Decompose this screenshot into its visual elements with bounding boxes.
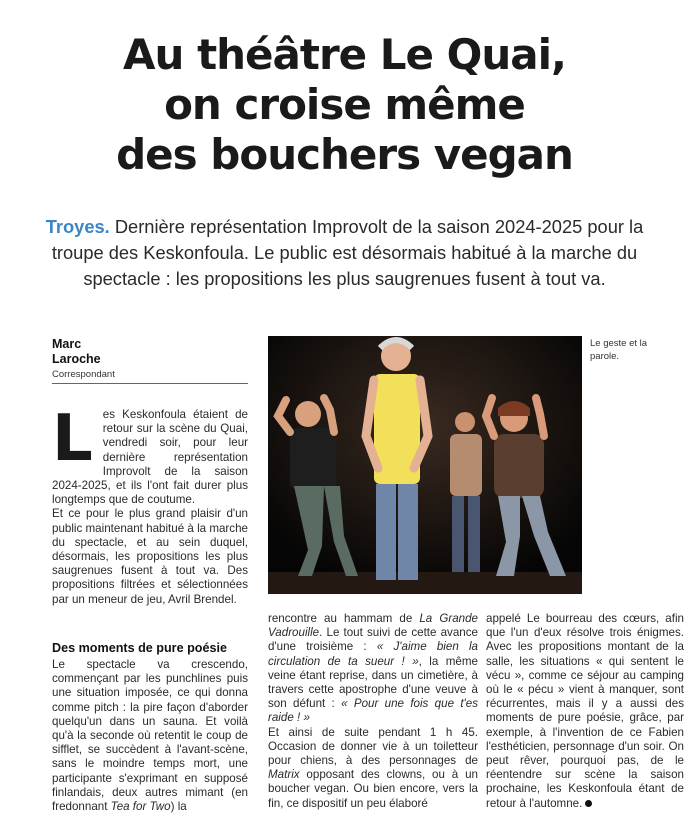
- article-paragraph-2: Et ce pour le plus grand plaisir d'un public maintenant habitué à la marche du spectacle, et au sein duquel, désormais, les propositions les plus saugrenues fusent à tout va. Des propositions filtrées et sélectionnées par un meneur de jeu, Avril Brendel.: [52, 507, 248, 606]
- lead-text: Dernière représentation Improvolt de la saison 2024-2025 pour la troupe des Keskonfoula. Le public est désormais habitué à la marche du spectacle : les propositions les plus saugrenues fusent à tout va.: [51, 216, 644, 289]
- col2-p2-text-b: opposant des clowns, ou à un boucher vegan. Ou bien encore, vers la fin, ce dispositif un peu élaboré: [268, 768, 478, 810]
- p3-text-end: ) la: [170, 800, 187, 814]
- article-column-3: [486, 612, 684, 811]
- drop-cap: L: [52, 402, 93, 476]
- col2-text-b: . Le tout suivi de cette avance d'une troisième :: [268, 626, 478, 654]
- headline: [20, 30, 669, 180]
- author-last-name: Laroche: [52, 352, 101, 366]
- article-subhead: Des moments de pure poésie: [52, 641, 227, 655]
- byline: [52, 337, 248, 384]
- article-column-2: [268, 612, 478, 811]
- photo-caption: Le geste et la parole.: [590, 338, 648, 362]
- col2-film-title: La Grande Vadrouille: [268, 612, 478, 640]
- lead-paragraph: [40, 214, 649, 292]
- p3-text-start: Le spectacle va crescendo, commençant par les punchlines puis une situation imposée, ce qui donna comme pitch : la pire façon d'aborder quelqu'un dans un sauna. Et voilà qu'à la seconde où retentit le coup de sifflet, se succèdent à l'avant-scène, sans le moindre temps mort, une participante s'exprimant en supposé finlandais, deux autres mimant (en fredonnant: [52, 658, 248, 814]
- stage-photo-illustration: [268, 336, 582, 594]
- col2-text-c: , la même veine étant reprise, dans un cimetière, à travers cette apostrophe d'une veuve à son défunt :: [268, 654, 478, 711]
- article-column-1-top: [52, 402, 248, 607]
- article-paragraph-5: [268, 726, 478, 811]
- end-of-article-dot-icon: [585, 800, 592, 807]
- col3-text: appelé Le bourreau des cœurs, afin que l'un d'eux résolve trois énigmes. Avec les propositions montant de la salle, les situations « qui sentent le vécu », comme ce séjour au camping où le « pécu » vient à manquer, sont récurrentes, mais il y a aussi des moments de pure poésie, grâce, par exemple, à l'invention de ce Fabien l'esthéticien, personnage d'un soir. On peut rêver, pourquoi pas, de le réentendre sur scène la saison prochaine, les Keskonfoula étant de retour à l'automne.: [486, 612, 684, 810]
- article-paragraph-3: [52, 658, 248, 814]
- col2-quote-1: « J'aime bien la circulation de ta sueur ! »: [268, 640, 478, 668]
- lead-city: Troyes.: [45, 216, 110, 237]
- p3-song-title: Tea for Two: [110, 800, 171, 814]
- col2-quote-2: « Pour une fois que t'es raide ! »: [268, 697, 479, 725]
- headline-line-1: Au théâtre Le Quai,: [123, 30, 566, 79]
- article-paragraph-4: [268, 612, 478, 726]
- col2-text-a: rencontre au hammam de: [268, 612, 420, 625]
- article-paragraph-6: [486, 612, 684, 811]
- author-first-name: Marc: [52, 337, 82, 351]
- col2-matrix-title: Matrix: [268, 768, 300, 782]
- stage-photo: [268, 336, 582, 594]
- col2-p2-text-a: Et ainsi de suite pendant 1 h 45. Occasion de donner vie à un toiletteur pour chiens, à des personnages de: [268, 725, 478, 768]
- article-paragraph-1: es Keskonfoula étaient de retour sur la scène du Quai, vendredi soir, pour leur dernière représentation Improvolt de la saison 2024-2025, et ils l'ont fait durer plus longtemps que de coutume.: [52, 408, 248, 507]
- author-role: Correspondant: [52, 368, 248, 384]
- headline-line-2: on croise même: [164, 80, 525, 129]
- headline-line-3: des bouchers vegan: [116, 130, 573, 179]
- article-column-1-bottom: [52, 640, 248, 814]
